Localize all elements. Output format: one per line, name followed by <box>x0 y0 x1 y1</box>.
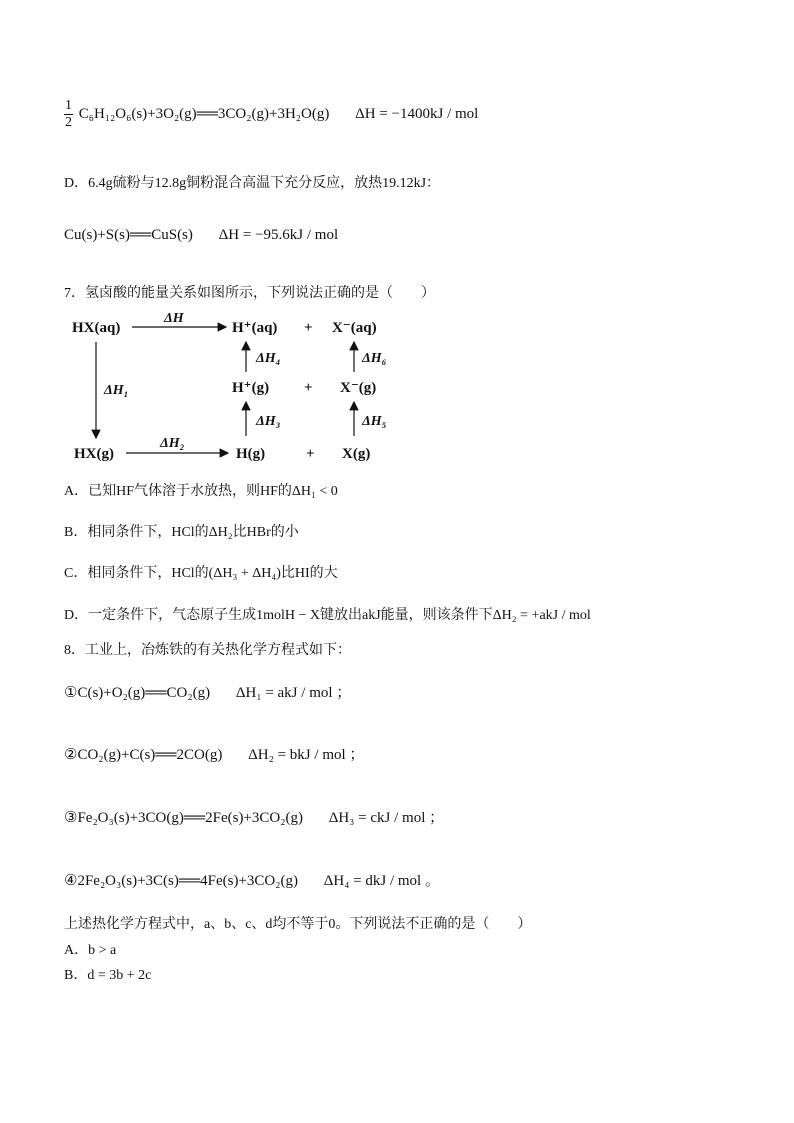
glucose-equation: C₆H₁₂O₆(s)+3O₂(g)══3CO₂(g)+3H₂O(g) <box>78 105 330 122</box>
energy-cycle-diagram <box>64 310 404 470</box>
fraction-half <box>64 98 73 131</box>
label-dh5: ΔH₅ <box>362 414 387 429</box>
glucose-equation-line <box>64 98 478 131</box>
plus-top: + <box>304 320 313 336</box>
fraction-denominator: 2 <box>65 115 72 130</box>
label-x-g: X(g) <box>342 446 371 462</box>
q8-eq1-enthalpy: ΔH₁ = akJ / mol ； <box>235 685 352 701</box>
q8-eq3-enthalpy: ΔH₃ = ckJ / mol ； <box>328 810 445 826</box>
q8-option-a: A．b > a <box>64 943 117 958</box>
q8-eq3-formula: ③Fe₂O₃(s)+3CO(g)══2Fe(s)+3CO₂(g) <box>64 810 303 826</box>
cus-equation-line <box>64 225 338 245</box>
label-h-plus-aq: H⁺(aq) <box>232 320 278 336</box>
label-dh1: ΔH₁ <box>104 383 129 398</box>
q8-equation-3 <box>64 808 444 828</box>
label-dh2: ΔH₂ <box>160 436 185 451</box>
q8-equation-2 <box>64 745 364 765</box>
plus-middle: + <box>304 380 313 396</box>
label-hx-aq: HX(aq) <box>72 320 121 336</box>
label-dh6: ΔH₆ <box>362 351 387 366</box>
label-x-minus-aq: X⁻(aq) <box>332 320 377 336</box>
cus-equation: Cu(s)+S(s)══CuS(s) <box>64 227 193 243</box>
fraction-numerator: 1 <box>65 98 72 113</box>
q8-equation-1 <box>64 683 351 703</box>
label-dh4: ΔH₄ <box>256 351 281 366</box>
q8-question: 上述热化学方程式中，a、b、c、d均不等于0。下列说法不正确的是（ ） <box>64 917 532 932</box>
q7-stem: 7．氢卤酸的能量关系如图所示，下列说法正确的是（ ） <box>64 286 435 301</box>
label-hx-g: HX(g) <box>74 446 114 462</box>
q8-eq1-formula: ①C(s)+O₂(g)══CO₂(g) <box>64 685 211 701</box>
q7-option-d: D．一定条件下，气态原子生成1molH − X键放出akJ能量，则该条件下ΔH₂ = +akJ / mol <box>64 608 591 623</box>
label-x-minus-g: X⁻(g) <box>340 380 377 396</box>
q8-eq4-formula: ④2Fe₂O₃(s)+3C(s)══4Fe(s)+3CO₂(g) <box>64 873 298 889</box>
label-h-g: H(g) <box>236 446 266 462</box>
q8-option-b: B．d = 3b + 2c <box>64 968 152 983</box>
q8-stem: 8．工业上，冶炼铁的有关热化学方程式如下： <box>64 643 351 658</box>
glucose-enthalpy: ΔH = −1400kJ / mol <box>355 105 479 122</box>
cus-enthalpy: ΔH = −95.6kJ / mol <box>218 227 339 243</box>
label-dh: ΔH <box>164 311 184 326</box>
q8-equation-4 <box>64 871 440 891</box>
prev-option-d: D．6.4g硫粉与12.8g铜粉混合高温下充分反应，放热19.12kJ： <box>64 176 441 191</box>
q8-eq4-enthalpy: ΔH₄ = dkJ / mol 。 <box>323 873 440 889</box>
q7-option-b: B．相同条件下，HCl的ΔH₂比HBr的小 <box>64 525 299 540</box>
q7-option-a: A．已知HF气体溶于水放热，则HF的ΔH₁ < 0 <box>64 484 338 499</box>
q8-eq2-formula: ②CO₂(g)+C(s)══2CO(g) <box>64 747 223 763</box>
label-dh3: ΔH₃ <box>256 414 281 429</box>
q8-eq2-enthalpy: ΔH₂ = bkJ / mol ； <box>248 747 365 763</box>
label-h-plus-g: H⁺(g) <box>232 380 270 396</box>
q7-option-c: C．相同条件下，HCl的(ΔH₃ + ΔH₄)比HI的大 <box>64 566 338 581</box>
plus-bottom: + <box>306 446 315 462</box>
